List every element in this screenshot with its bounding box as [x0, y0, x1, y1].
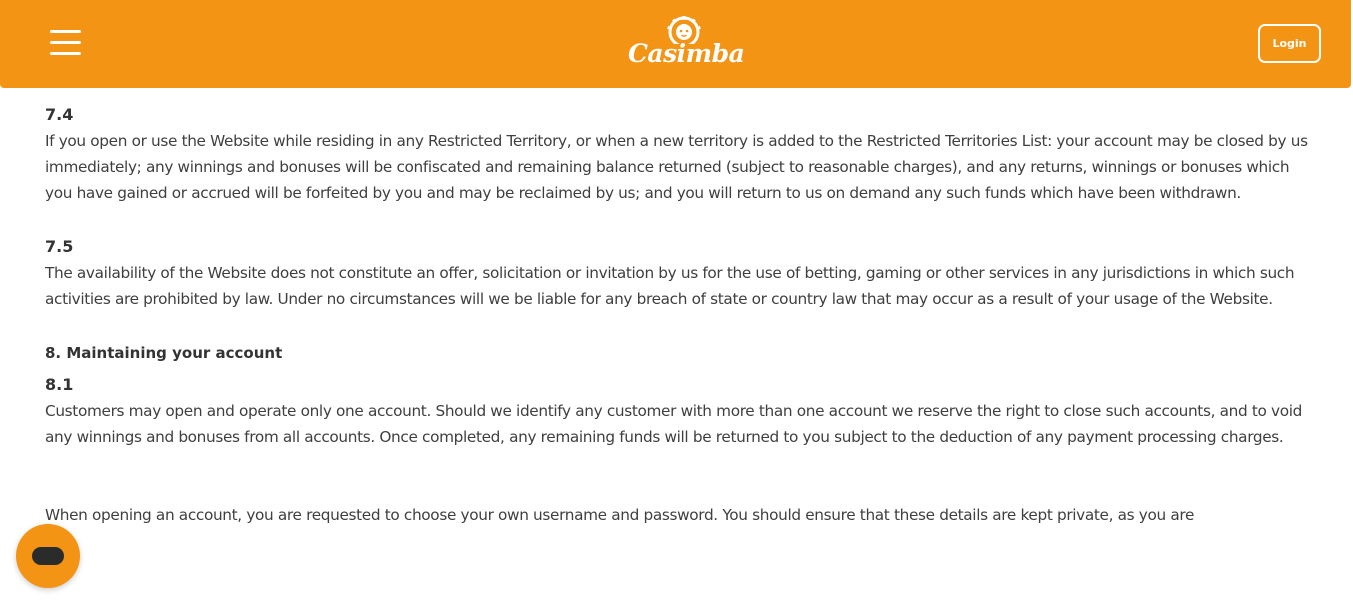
section-paragraph: The availability of the Website does not constitute an offer, solicitation or invitation by us for the use of betting, gaming or other services in any jurisdictions in which such activities are prohibited by law. Under no circumstances will we be liable for any breach of state or country law that may occur as a result of your usage of the Website. — [45, 264, 1295, 308]
site-header — [0, 0, 1351, 88]
chat-button[interactable] — [16, 524, 80, 588]
login-button[interactable]: Login — [1258, 24, 1321, 63]
logo-wordmark: Casimba — [628, 39, 745, 68]
chat-bubble-icon — [32, 547, 64, 565]
section-number: 7.5 — [45, 237, 74, 256]
section-paragraph: When opening an account, you are requested to choose your own username and password. You should ensure that these details are kept private, as you are — [45, 506, 1195, 524]
hamburger-menu-icon[interactable] — [50, 29, 81, 56]
section-paragraph: If you open or use the Website while residing in any Restricted Territory, or when a new territory is added to the Restricted Territories List: your account may be closed by us immediately; any winnings and bonuses will be confiscated and remaining balance returned (subject to reasonable charges), and any returns, winnings or bonuses which you have gained or accrued will be forfeited by you and may be reclaimed by us; and you will return to us on demand any such funds which have been withdrawn. — [45, 132, 1308, 202]
casimba-logo[interactable] — [628, 15, 745, 73]
section-number: 8.1 — [45, 375, 74, 394]
section-heading: 8. Maintaining your account — [45, 344, 283, 362]
terms-content — [45, 104, 1310, 528]
section-paragraph: Customers may open and operate only one account. Should we identify any customer with more than one account we reserve the right to close such accounts, and to void any winnings and bonuses from all accounts. Once completed, any remaining funds will be returned to you subject to the deduction of any payment processing charges. — [45, 402, 1302, 446]
section-number: 7.4 — [45, 105, 74, 124]
